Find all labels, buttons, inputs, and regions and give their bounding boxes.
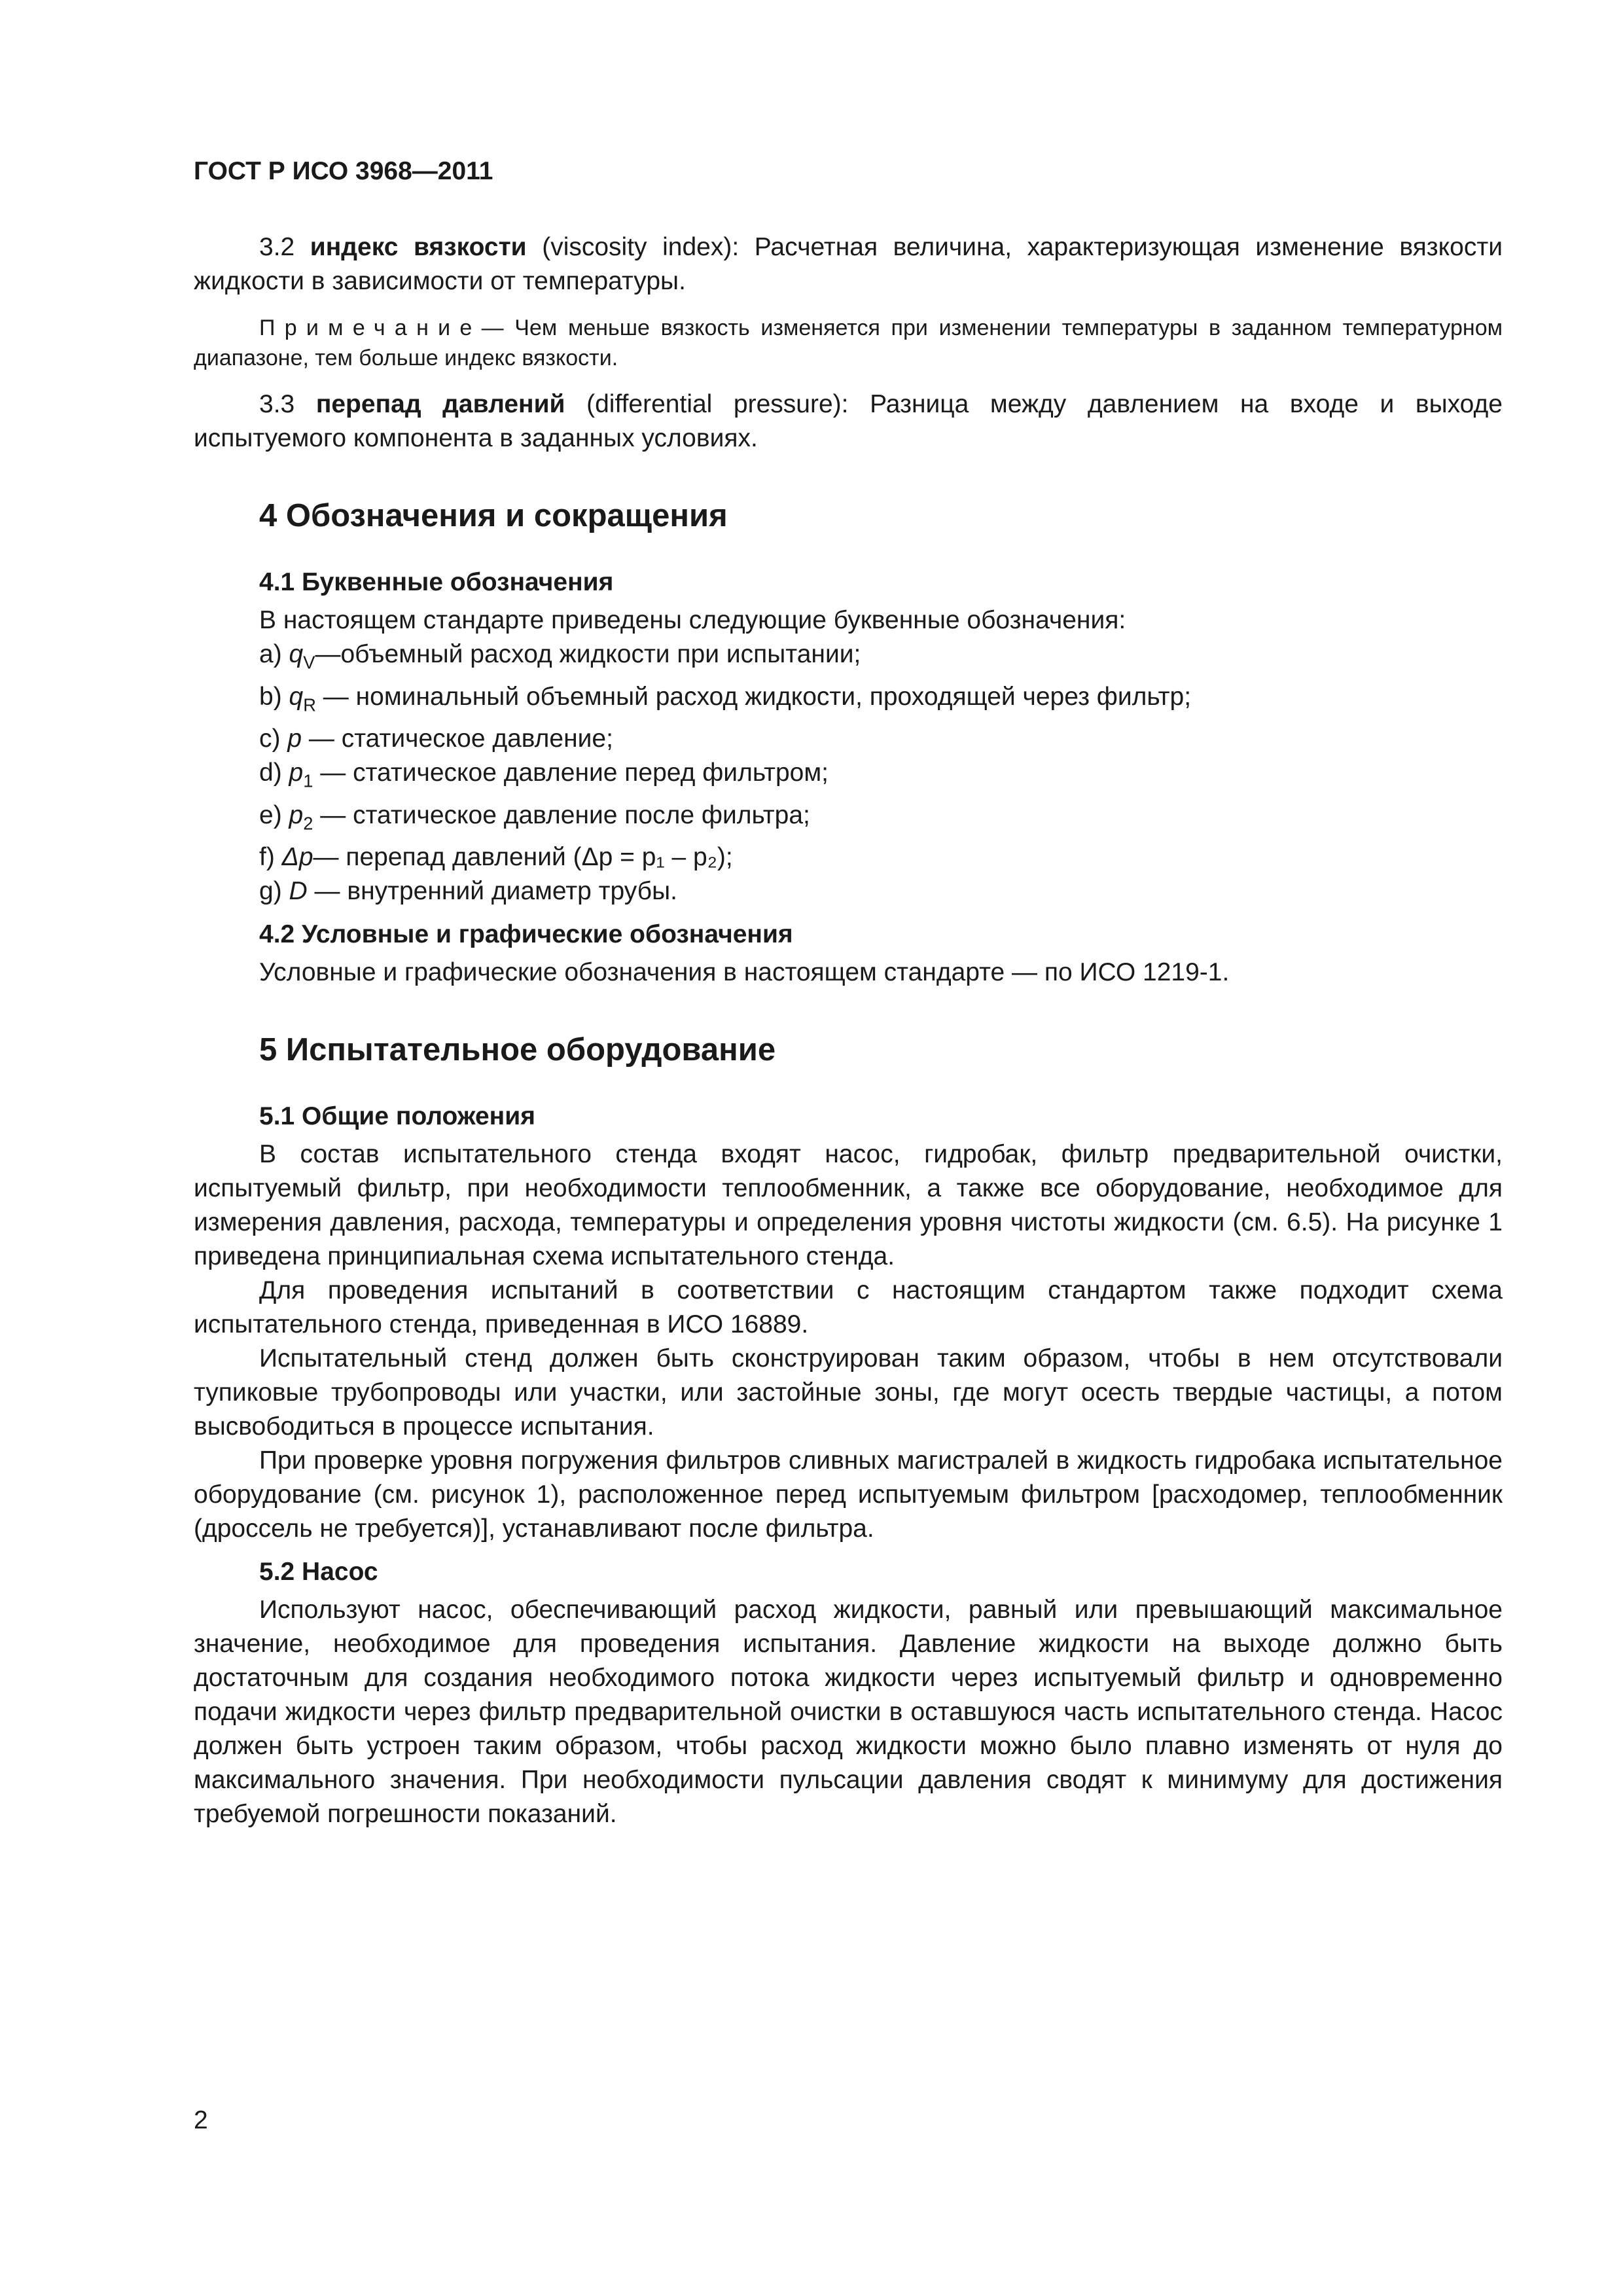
list-item: a) $q_V—объемный$ расход жидкости при испытании; bbox=[259, 640, 861, 673]
list-item: b) $q_R$ — номинальный объемный расход жидкости, проходящей через фильтр; bbox=[259, 682, 1192, 715]
symbol-list bbox=[259, 637, 1503, 908]
list-item: e) $p_2$ — статическое давление после фильтра; bbox=[259, 800, 810, 834]
definition-term-en: (viscosity index): bbox=[542, 233, 740, 261]
list-item: c) p — статическое давление; bbox=[259, 725, 613, 753]
subsection-5-2-title: 5.2 Насос bbox=[259, 1558, 378, 1587]
note-text: — Чем меньше вязкость изменяется при изменении температуры в заданном температурном диапазоне, тем больше индекс вязкости. bbox=[194, 315, 1503, 370]
list-item: f) Δp— перепад давлений (Δp = p₁ – p₂); bbox=[259, 843, 733, 872]
definition-term: индекс вязкости bbox=[310, 233, 527, 261]
definition-text: Разница между давлением на входе и выходе испытуемого компонента в заданных условиях. bbox=[194, 390, 1503, 452]
symbol-subscript: 2 bbox=[303, 813, 313, 834]
symbol-subscript: R bbox=[303, 694, 316, 715]
note-label: Примечание bbox=[259, 315, 482, 340]
definition-term: перепад давлений bbox=[315, 390, 565, 418]
subsection-4-2-text: Условные и графические обозначения в настоящем стандарте — по ИСО 1219-1. bbox=[259, 958, 1230, 987]
section-4-title: 4 Обозначения и сокращения bbox=[259, 498, 728, 533]
paragraph: Для проведения испытаний в соответствии с настоящим стандартом также подходит схема испытательного стенда, приведенная в ИСО 16889. bbox=[194, 1276, 1503, 1339]
symbol: q bbox=[289, 682, 304, 711]
subsection-5-1-title: 5.1 Общие положения bbox=[259, 1102, 535, 1131]
paragraph: При проверке уровня погружения фильтров сливных магистралей в жидкость гидробака испытательное оборудование (см. рисунок 1), расположенное перед испытуемым фильтром [расходомер, теплообменник (дроссель не требуется)], устанавливают после фильтра. bbox=[194, 1446, 1503, 1543]
list-item: g) D — внутренний диаметр трубы. bbox=[259, 877, 677, 906]
subsection-4-2-title: 4.2 Условные и графические обозначения bbox=[259, 920, 793, 949]
symbol: p bbox=[287, 725, 302, 753]
symbol-subscript: V bbox=[303, 652, 315, 673]
paragraph: Испытательный стенд должен быть сконструирован таким образом, чтобы в нем отсутствовали тупиковые трубопроводы или участки, или застойные зоны, где могут осесть твердые частицы, а потом высвободиться в процессе испытания. bbox=[194, 1344, 1503, 1441]
standard-code-header: ГОСТ Р ИСО 3968—2011 bbox=[194, 157, 493, 185]
list-item: d) $p_1$ — статическое давление перед фильтром; bbox=[259, 759, 829, 791]
definition-3-2 bbox=[194, 230, 1503, 298]
definition-term-en: (differential pressure): bbox=[586, 390, 849, 418]
symbol: p bbox=[289, 800, 304, 829]
section-5-title: 5 Испытательное оборудование bbox=[259, 1032, 776, 1068]
definition-text: Расчетная величина, характеризующая изменение вязкости жидкости в зависимости от температуры. bbox=[194, 233, 1503, 295]
symbol: D bbox=[289, 877, 308, 906]
definition-3-3 bbox=[194, 387, 1503, 456]
subsection-4-1-intro: В настоящем стандарте приведены следующие буквенные обозначения: bbox=[259, 606, 1126, 634]
definition-number: 3.2 bbox=[259, 233, 295, 261]
note bbox=[194, 313, 1503, 373]
symbol: p bbox=[289, 759, 304, 787]
subsection-4-1-title: 4.1 Буквенные обозначения bbox=[259, 568, 614, 596]
paragraph: В состав испытательного стенда входят насос, гидробак, фильтр предварительной очистки, испытуемый фильтр, при необходимости теплообменник, а также все оборудование, необходимое для измерения давления, расхода, температуры и определения уровня чистоты жидкости (см. 6.5). На рисунке 1 приведена принципиальная схема испытательного стенда. bbox=[194, 1140, 1503, 1271]
symbol: Δp bbox=[281, 843, 313, 872]
symbol-subscript: 1 bbox=[303, 770, 313, 791]
symbol: q bbox=[289, 640, 304, 668]
page-number: 2 bbox=[194, 2106, 208, 2134]
document-page bbox=[194, 154, 1503, 1831]
paragraph: Используют насос, обеспечивающий расход жидкости, равный или превышающий максимальное значение, необходимое для проведения испытания. Давление жидкости на выходе должно быть достаточным для создания необходимого потока жидкости через испытуемый фильтр и одновременно подачи жидкости через фильтр предварительной очистки в оставшуюся часть испытательного стенда. Насос должен быть устроен таким образом, чтобы расход жидкости можно было плавно изменять от нуля до максимального значения. При необходимости пульсации давления сводят к минимуму для достижения требуемой погрешности показаний. bbox=[194, 1596, 1503, 1829]
definition-number: 3.3 bbox=[259, 390, 295, 418]
